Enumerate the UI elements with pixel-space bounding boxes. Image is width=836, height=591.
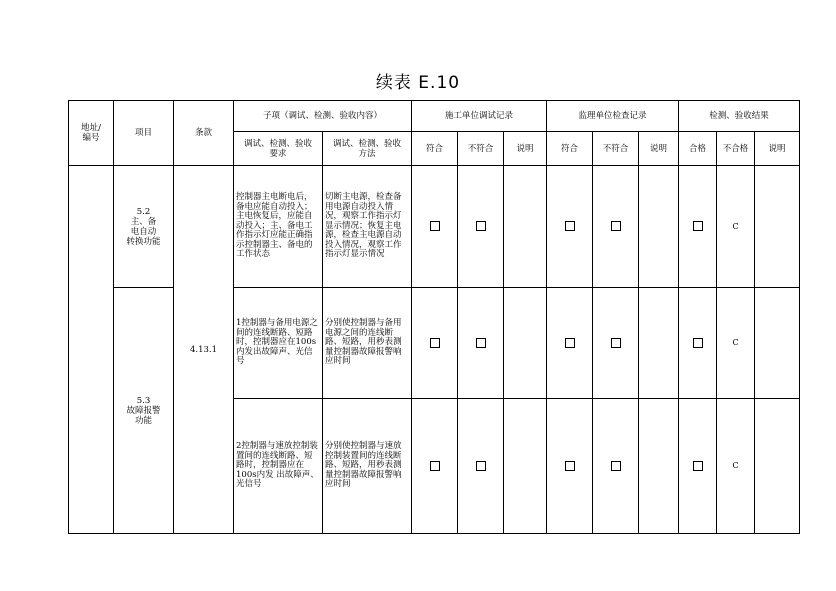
checkbox[interactable]: [611, 461, 621, 471]
supervision-note-cell: [639, 166, 679, 288]
result-fail-cell: C: [717, 399, 755, 534]
method-cell: 分别使控制器与备用电源之间的连线断路、短路，用秒表测量控制器故障报警响应时间: [323, 288, 412, 399]
construction-nonconform-cell: [458, 288, 504, 399]
checkbox[interactable]: [476, 461, 486, 471]
supervision-conform-cell: [547, 166, 593, 288]
construction-note-cell: [504, 166, 547, 288]
header-fail: 不合格: [717, 132, 755, 166]
address-cell: [69, 166, 114, 534]
construction-conform-cell: [412, 166, 458, 288]
requirement-cell: 控制器主电断电后，备电应能自动投入；主电恢复后，应能自动投入；主、备电工作指示灯应能正确指示控制器主、备电的工作状态: [234, 166, 323, 288]
result-note-cell: [755, 399, 800, 534]
result-note-cell: [755, 166, 800, 288]
checkbox[interactable]: [430, 338, 440, 348]
header-supervision-record: 监理单位检查记录: [547, 101, 679, 132]
header-address: 地址/ 编号: [69, 101, 114, 166]
checkbox[interactable]: [565, 338, 575, 348]
construction-note-cell: [504, 399, 547, 534]
header-conform: 符合: [412, 132, 458, 166]
supervision-note-cell: [639, 288, 679, 399]
requirement-cell: 2控制器与速放控制装置间的连线断路、短路时，控制器应在100s内发 出故障声、光信号: [234, 399, 323, 534]
construction-nonconform-cell: [458, 166, 504, 288]
header-note: 说明: [755, 132, 800, 166]
checkbox[interactable]: [430, 221, 440, 231]
header-method: 调试、检测、验收 方法: [323, 132, 412, 166]
construction-conform-cell: [412, 399, 458, 534]
header-item: 项目: [114, 101, 174, 166]
supervision-nonconform-cell: [593, 399, 639, 534]
header-nonconform: 不符合: [458, 132, 504, 166]
header-subitem: 子项（调试、检测、验收内容）: [234, 101, 412, 132]
checkbox[interactable]: [565, 461, 575, 471]
checkbox[interactable]: [476, 221, 486, 231]
checkbox[interactable]: [693, 221, 703, 231]
header-nonconform: 不符合: [593, 132, 639, 166]
result-note-cell: [755, 288, 800, 399]
result-pass-cell: [679, 399, 717, 534]
header-requirement: 调试、检测、验收 要求: [234, 132, 323, 166]
method-cell: 切断主电源，检查备用电源自动投入情况，观察工作指示灯显示情况；恢复主电源，检查主电源自动投入情况，观察工作指示灯显示情况: [323, 166, 412, 288]
construction-nonconform-cell: [458, 399, 504, 534]
header-note: 说明: [639, 132, 679, 166]
checkbox[interactable]: [565, 221, 575, 231]
inspection-table: [68, 100, 800, 534]
result-fail-cell: C: [717, 166, 755, 288]
construction-note-cell: [504, 288, 547, 399]
page-title: 续表 E.10: [375, 73, 461, 93]
checkbox[interactable]: [611, 221, 621, 231]
item-5-3: 5.3 故障报警 功能: [114, 288, 174, 534]
header-result: 检测、验收结果: [679, 101, 800, 132]
method-cell: 分别使控制器与速放控制装置间的连线断路、短路，用秒表测量控制器故障报警响应时间: [323, 399, 412, 534]
checkbox[interactable]: [430, 461, 440, 471]
supervision-conform-cell: [547, 288, 593, 399]
clause-cell: 4.13.1: [174, 166, 234, 534]
result-pass-cell: [679, 166, 717, 288]
supervision-nonconform-cell: [593, 166, 639, 288]
header-conform: 符合: [547, 132, 593, 166]
header-note: 说明: [504, 132, 547, 166]
result-fail-cell: C: [717, 288, 755, 399]
supervision-note-cell: [639, 399, 679, 534]
construction-conform-cell: [412, 288, 458, 399]
header-construction-record: 施工单位调试记录: [412, 101, 547, 132]
item-5-2: 5.2 主、备 电自动 转换功能: [114, 166, 174, 288]
header-pass: 合格: [679, 132, 717, 166]
checkbox[interactable]: [693, 338, 703, 348]
supervision-nonconform-cell: [593, 288, 639, 399]
requirement-cell: 1控制器与备用电源之间的连线断路、短路时，控制器应在100s内发出故障声、光信号: [234, 288, 323, 399]
result-pass-cell: [679, 288, 717, 399]
checkbox[interactable]: [693, 461, 703, 471]
checkbox[interactable]: [476, 338, 486, 348]
header-clause: 条款: [174, 101, 234, 166]
supervision-conform-cell: [547, 399, 593, 534]
checkbox[interactable]: [611, 338, 621, 348]
